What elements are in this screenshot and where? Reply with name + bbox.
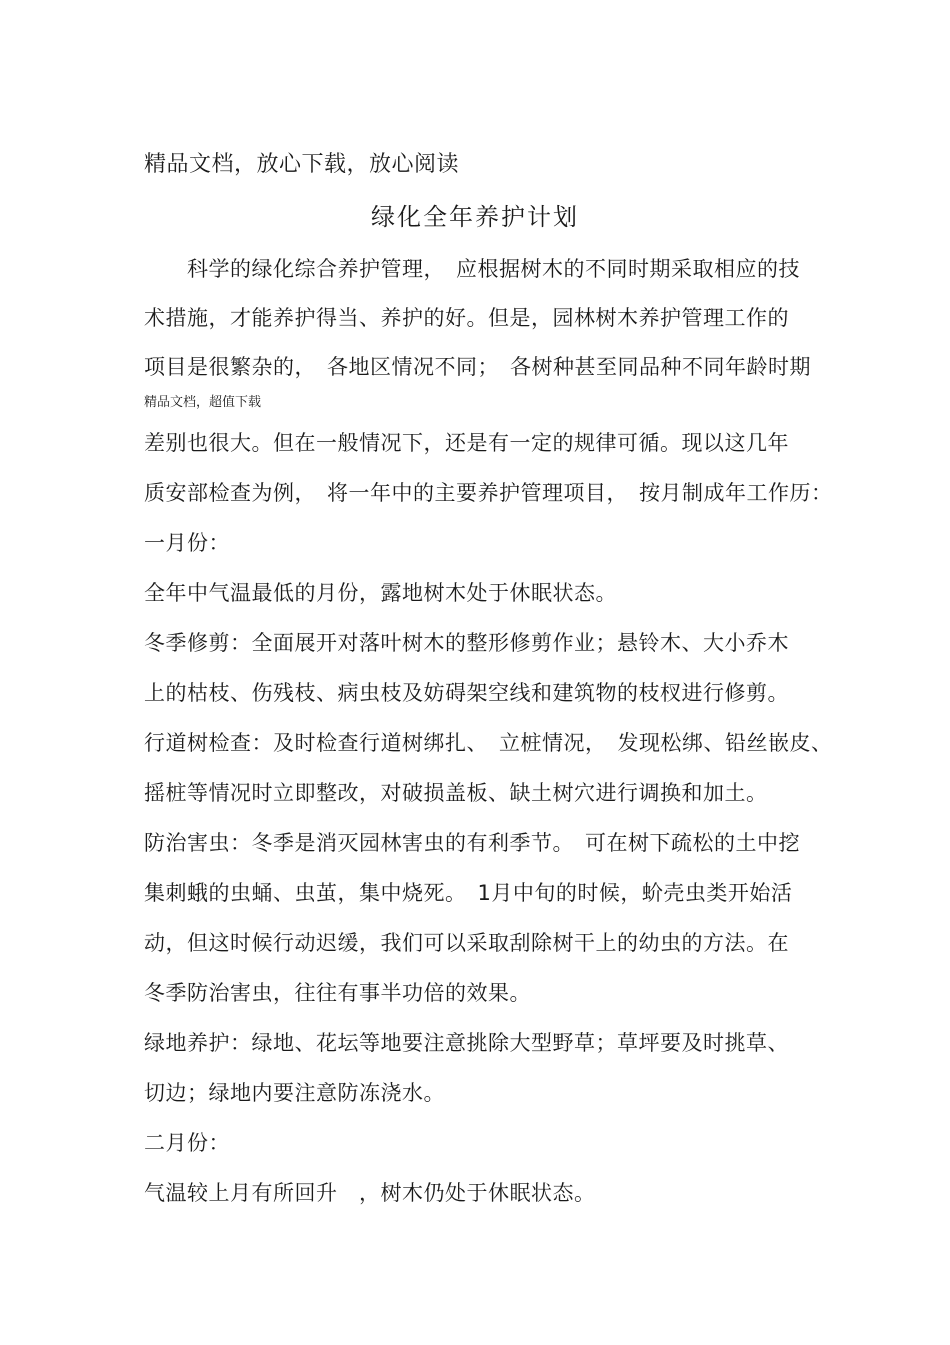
paragraph-line: 动，但这时候行动迟缓，我们可以采取刮除树干上的幼虫的方法。在 (144, 931, 789, 955)
paragraph-line: 项目是很繁杂的， 各地区情况不同； 各树种甚至同品种不同年龄时期 (144, 355, 811, 379)
paragraph-line: 质安部检查为例， 将一年中的主要养护管理项目， 按月制成年工作历： (144, 481, 833, 505)
paragraph-line: 行道树检查：及时检查行道树绑扎、 立桩情况， 发现松绑、铅丝嵌皮、 (144, 731, 833, 755)
paragraph-line: 切边；绿地内要注意防冻浇水。 (144, 1081, 445, 1105)
paragraph-line: 上的枯枝、伤残枝、病虫枝及妨碍架空线和建筑物的枝杈进行修剪。 (144, 681, 789, 705)
paragraph-line: 全年中气温最低的月份，露地树木处于休眠状态。 (144, 581, 617, 605)
paragraph-line: 冬季防治害虫，往往有事半功倍的效果。 (144, 981, 531, 1005)
paragraph-line: 差别也很大。但在一般情况下，还是有一定的规律可循。现以这几年 (144, 431, 789, 455)
paragraph-line: 防治害虫：冬季是消灭园林害虫的有利季节。 可在树下疏松的土中挖 (144, 831, 800, 855)
month-heading: 一月份： (144, 531, 230, 555)
paragraph-line: 绿地养护：绿地、花坛等地要注意挑除大型野草；草坪要及时挑草、 (144, 1031, 789, 1055)
paragraph-line: 气温较上月有所回升 ，树木仍处于休眠状态。 (144, 1181, 596, 1205)
watermark-text: 精品文档，超值下载 (144, 395, 262, 410)
paragraph-line: 术措施，才能养护得当、养护的好。但是，园林树木养护管理工作的 (144, 306, 789, 330)
document-title: 绿化全年养护计划 (371, 203, 579, 231)
paragraph-line: 冬季修剪：全面展开对落叶树木的整形修剪作业；悬铃木、大小乔木 (144, 631, 789, 655)
paragraph-line: 科学的绿化综合养护管理， 应根据树木的不同时期采取相应的技 (187, 257, 800, 281)
paragraph-line: 集刺蛾的虫蛹、虫茧，集中烧死。 1月中旬的时候，蚧壳虫类开始活 (144, 881, 793, 905)
paragraph-line: 摇桩等情况时立即整改，对破损盖板、缺土树穴进行调换和加土。 (144, 781, 768, 805)
month-heading: 二月份： (144, 1131, 230, 1155)
document-header: 精品文档，放心下载，放心阅读 (144, 152, 460, 177)
